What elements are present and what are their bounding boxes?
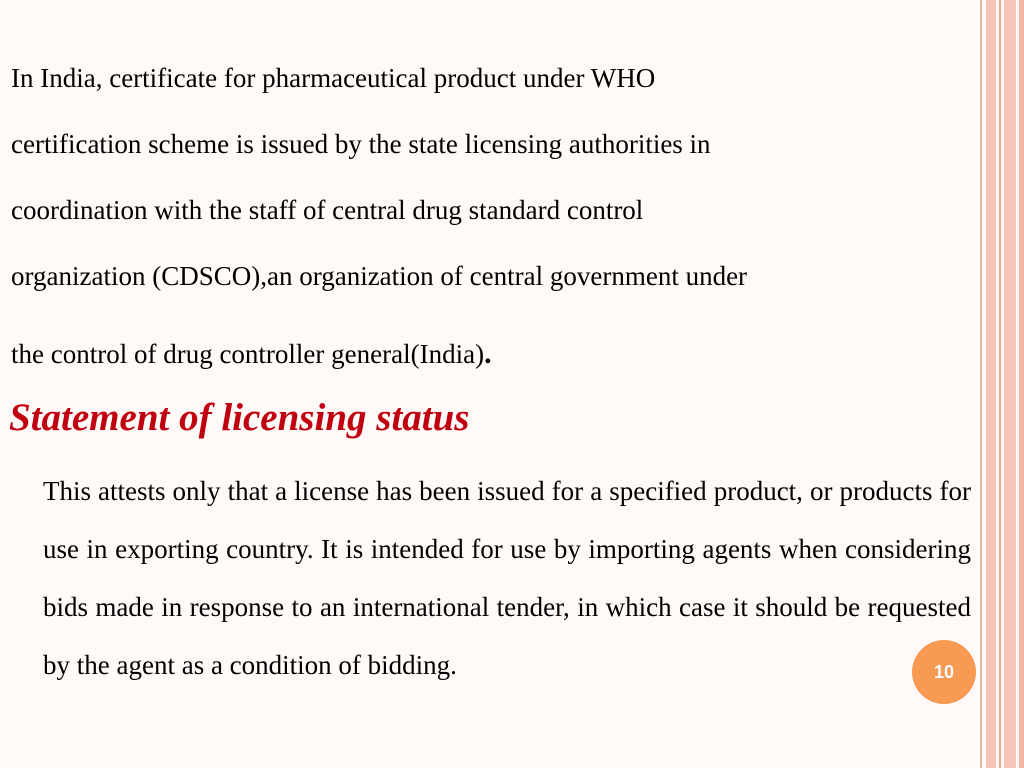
decorative-stripe	[980, 0, 982, 768]
intro-line-2: certification scheme is issued by the state licensing authorities in	[11, 129, 711, 159]
section-body: This attests only that a license has been issued for a specified product, or products for use in exporting country. It is intended for use by importing agents when considering bids made in response to an international tender, in which case it should be requested by the agent as a condition of bidding.	[43, 476, 971, 680]
decorative-stripe	[1004, 0, 1016, 768]
intro-line-4: organization (CDSCO),an organization of central government under	[11, 261, 748, 291]
decorative-stripe	[1019, 0, 1024, 768]
decorative-stripe	[999, 0, 1001, 768]
intro-line-5-text: the control of drug controller general(India)	[11, 339, 485, 369]
intro-line-3: coordination with the staff of central drug standard control	[11, 195, 644, 225]
intro-line-5	[11, 338, 492, 370]
intro-line-1: In India, certificate for pharmaceutical product under WHO	[11, 63, 656, 93]
page-number-badge: 10	[912, 640, 976, 704]
section-heading: Statement of licensing status	[9, 396, 470, 439]
intro-line-5-period: .	[484, 337, 492, 370]
decorative-stripe	[986, 0, 996, 768]
